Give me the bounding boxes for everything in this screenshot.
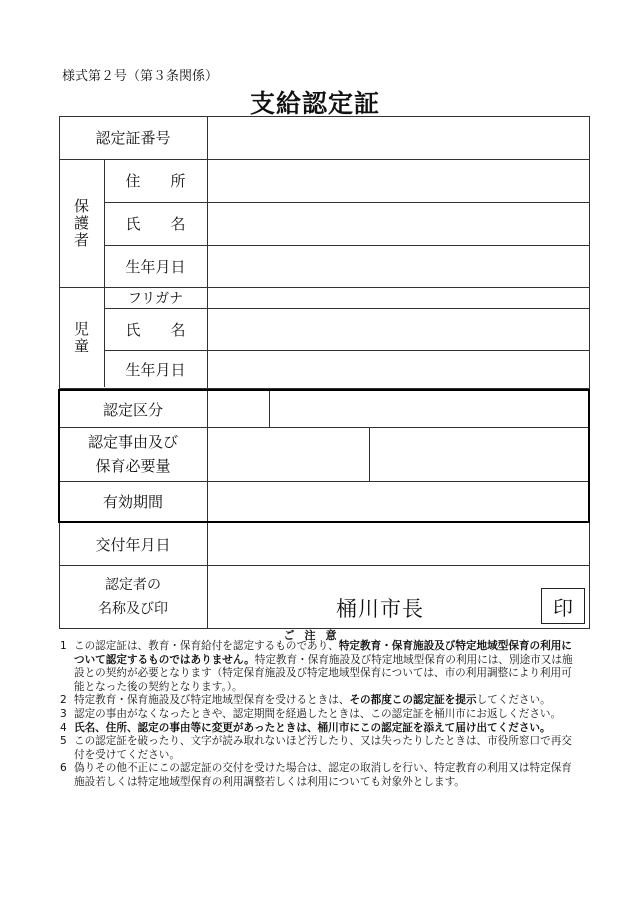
note-text: この認定証は、教育・保育給付を認定するものであり、 — [74, 640, 339, 652]
child-furigana-field[interactable] — [207, 287, 589, 308]
note-number: 1 — [60, 640, 67, 652]
note-item — [60, 694, 575, 708]
reason-field[interactable] — [207, 427, 589, 481]
category-label: 認定区分 — [102, 400, 163, 419]
seal-box: 印 — [541, 588, 585, 624]
guardian-address-field[interactable] — [207, 159, 589, 202]
child-group-label: 児童 — [72, 320, 90, 355]
cert-number-label: 認定証番号 — [95, 129, 171, 147]
guardian-name-field[interactable] — [207, 202, 589, 245]
page-title: 支給認定証 — [249, 89, 380, 118]
certifier-label — [59, 565, 207, 628]
note-item — [60, 708, 575, 722]
note-text: 認定の事由がなくなったときや、認定期間を経過したときは、この認定証を桶川市にお返しください。 — [74, 707, 562, 720]
guardian-birthdate-field[interactable] — [207, 245, 589, 287]
child-name-label: 氏 名 — [125, 320, 186, 339]
note-text: この認定証を破ったり、文字が読み取れないほど汚したり、又は失ったりしたときは、市役所窓口で再交付を受けてください。 — [74, 735, 572, 761]
note-text: 特定教育・保育施設及び特定地域型保育を受けるときは、 — [74, 694, 350, 707]
form-number: 様式第２号（第３条関係） — [62, 69, 219, 84]
note-item — [60, 762, 575, 789]
guardian-name-label: 氏 名 — [125, 215, 186, 233]
note-item — [60, 722, 575, 736]
note-number: 4 — [60, 721, 67, 734]
note-item — [60, 640, 575, 694]
note-emphasis: その都度この認定証を提示 — [349, 694, 477, 707]
note-number: 5 — [60, 735, 67, 748]
note-item — [60, 735, 575, 762]
certifier-name: 桶川市長 — [336, 597, 424, 621]
note-number: 3 — [60, 707, 67, 720]
reason-label-line1: 認定事由及び — [87, 433, 178, 451]
cert-number-field[interactable] — [207, 116, 589, 159]
notes-list — [60, 640, 575, 790]
guardian-birthdate-label: 生年月日 — [125, 257, 186, 276]
note-emphasis: 特定教育・保育施設及び特定地域型保育の利用について認定するものではありません。 — [74, 640, 572, 666]
issue-date-label: 交付年月日 — [95, 535, 171, 554]
validity-field[interactable] — [207, 481, 589, 521]
category-field[interactable] — [207, 391, 589, 427]
guardian-group-label: 保護者 — [72, 197, 90, 249]
certifier-label-line1: 認定者の — [105, 576, 161, 593]
notes-title: ご注意 — [283, 629, 347, 642]
note-text: 特定教育・保育施設及び特定地域型保育の利用には、別途市又は施設との契約が必要となります（特定保育施設及び特定地域型保育については、市の利用調整により利用可能となった後の契約となります。）。 — [74, 653, 573, 693]
note-number: 2 — [60, 694, 67, 707]
reason-label-line2: 保育必要量 — [95, 457, 171, 475]
issue-date-field[interactable] — [207, 523, 589, 565]
note-number: 6 — [60, 762, 67, 775]
note-text: してください。 — [476, 694, 551, 707]
guardian-address-label: 住 所 — [125, 172, 186, 190]
child-birthdate-label: 生年月日 — [125, 360, 186, 379]
child-birthdate-field[interactable] — [207, 350, 589, 388]
validity-label: 有効期間 — [102, 492, 163, 511]
child-name-field[interactable] — [207, 308, 589, 350]
note-text: 偽りその他不正にこの認定証の交付を受けた場合は、認定の取消しを行い、特定教育の利用又は特定保育施設若しくは特定地域型保育の利用調整若しくは利用についても対象外とします。 — [74, 762, 572, 788]
child-furigana-label: フリガナ — [127, 290, 184, 307]
reason-label — [59, 427, 207, 481]
note-emphasis: 氏名、住所、認定の事由等に変更があったときは、桶川市にこの認定証を添えて届け出てください。 — [74, 721, 551, 734]
certifier-label-line2: 名称及び印 — [98, 600, 168, 617]
